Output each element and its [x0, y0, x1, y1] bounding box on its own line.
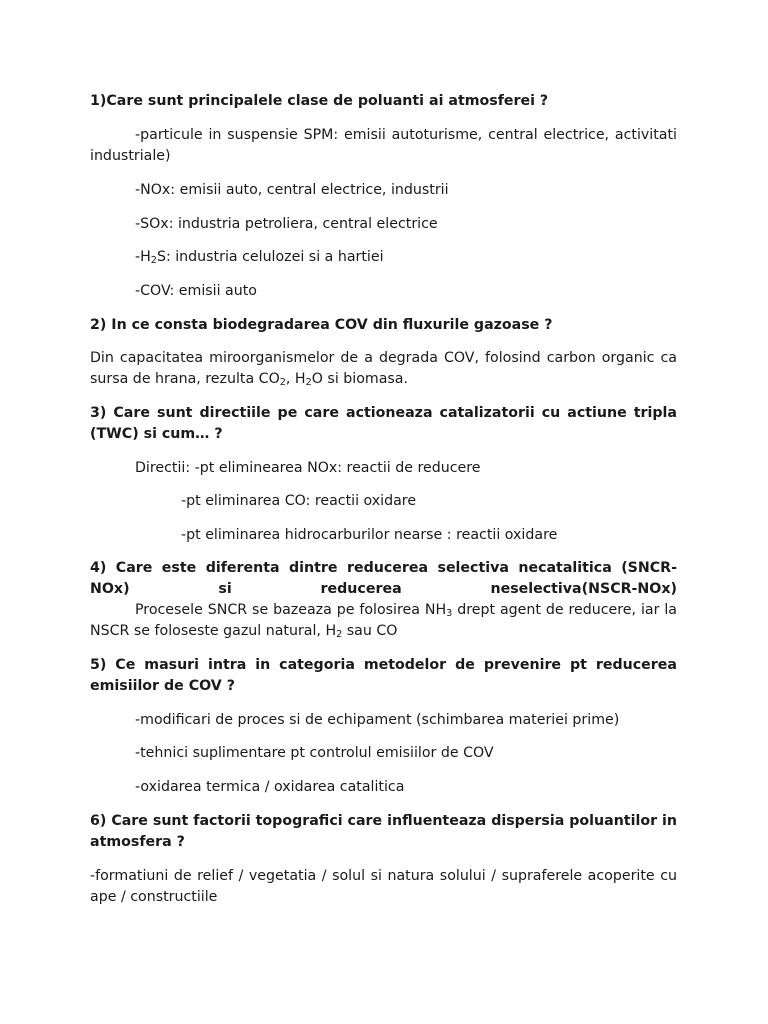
question-3-direction-co: -pt eliminarea CO: reactii oxidare [181, 493, 417, 509]
answer-text-part: , H [285, 371, 306, 387]
question-3-direction-hydrocarbons: -pt eliminarea hidrocarburilor nearse : reactii oxidare [181, 527, 558, 543]
question-2-answer [90, 348, 677, 390]
question-2-heading: 2) In ce consta biodegradarea COV din fluxurile gazoase ? [90, 317, 553, 333]
h2s-prefix: -H [135, 249, 151, 265]
question-5-heading: 5) Ce masuri intra in categoria metodelor de prevenire pt reducerea emisiilor de COV ? [90, 657, 677, 694]
question-1-item-nox: -NOx: emisii auto, central electrice, industrii [135, 182, 449, 198]
question-1-item-particles: -particule in suspensie SPM: emisii autoturisme, central electrice, activitati industriale) [90, 127, 677, 164]
question-3-heading: 3) Care sunt directiile pe care actioneaza catalizatorii cu actiune tripla (TWC) si cum… ? [90, 405, 677, 442]
question-1-heading: 1)Care sunt principalele clase de poluanti ai atmosferei ? [90, 93, 549, 109]
h2o-subscript: 2 [305, 376, 312, 388]
question-6-heading: 6) Care sunt factorii topografici care influenteaza dispersia poluantilor in atmosfera ? [90, 813, 677, 850]
h2s-suffix: S: industria celulozei si a hartiei [156, 249, 384, 265]
answer-text-part: O si biomasa. [311, 371, 409, 387]
question-4-heading: 4) Care este diferenta dintre reducerea selectiva necatalitica (SNCR-NOx) si reducerea neselectiva(NSCR-NOx) [90, 560, 677, 597]
question-1-item-cov: -COV: emisii auto [135, 283, 257, 299]
question-6-answer: -formatiuni de relief / vegetatia / solul si natura solului / supraferele acoperite cu ape / constructiile [90, 868, 677, 905]
question-5-item-oxidation: -oxidarea termica / oxidarea catalitica [135, 779, 405, 795]
nh3-subscript: 3 [446, 607, 453, 619]
question-5-item-techniques: -tehnici suplimentare pt controlul emisiilor de COV [135, 745, 494, 761]
h2-subscript: 2 [336, 628, 343, 640]
answer-text-part: Procesele SNCR se bazeaza pe folosirea NH [135, 602, 447, 618]
answer-text-part: drept agent de reducere, iar la NSCR se foloseste gazul natural, H [90, 602, 677, 639]
question-1-item-sox: -SOx: industria petroliera, central electrice [135, 216, 438, 232]
question-5-item-process: -modificari de proces si de echipament (schimbarea materiei prime) [135, 712, 620, 728]
question-1-item-h2s [90, 247, 677, 268]
co2-subscript: 2 [279, 376, 286, 388]
h2s-subscript: 2 [150, 254, 157, 266]
question-3-direction-nox: Directii: -pt eliminearea NOx: reactii de reducere [135, 460, 481, 476]
answer-text-part: Din capacitatea miroorganismelor de a degrada COV, folosind carbon organic ca sursa de hrana, rezulta CO [90, 350, 677, 387]
question-4-answer [90, 600, 677, 642]
answer-text-part: sau CO [342, 623, 398, 639]
